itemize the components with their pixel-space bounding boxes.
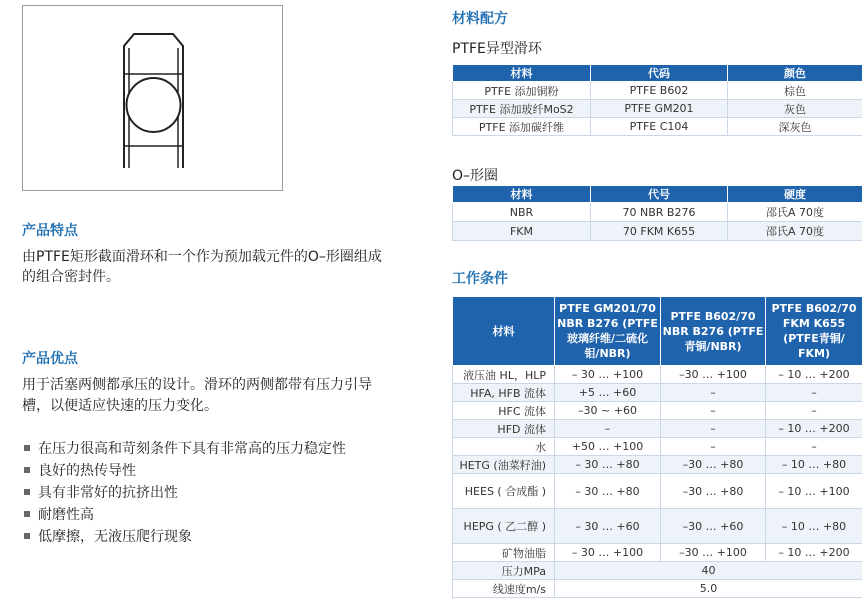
table-row: PTFE 添加玻纤MoS2 PTFE GM201 灰色 — [453, 100, 862, 118]
feature-bullet-item: 良好的热传导性 — [22, 460, 346, 482]
table-row: 矿物油脂 – 30 … +100 –30 … +100 – 10 … +200 — [453, 544, 862, 562]
seal-cross-section-drawing — [22, 5, 283, 191]
column-header: 代码 — [591, 65, 728, 82]
feature-bullet-list — [22, 438, 346, 548]
materials-title: 材料配方 — [452, 8, 508, 28]
advantages-text-line-1: 用于活塞两侧都承压的设计。滑环的两侧都带有压力引导 — [22, 375, 372, 395]
feature-bullet-item: 具有非常好的抗挤出性 — [22, 482, 346, 504]
working-conditions-table — [452, 296, 862, 598]
table-row: 水 +50 … +100 – – — [453, 438, 862, 456]
column-header: 材料 — [453, 186, 591, 203]
ptfe-ring-subtitle: PTFE异型滑环 — [452, 38, 542, 58]
features-title: 产品特点 — [22, 220, 78, 240]
feature-bullet-item: 低摩擦，无液压爬行现象 — [22, 526, 346, 548]
table-row-pressure: 压力MPa 40 — [453, 562, 862, 580]
square-bullet-icon — [24, 489, 30, 495]
table-row: NBR 70 NBR B276 邵氏A 70度 — [453, 203, 862, 222]
table-row: HFC 流体 –30 ~ +60 – – — [453, 402, 862, 420]
feature-bullet-item: 在压力很高和苛刻条件下具有非常高的压力稳定性 — [22, 438, 346, 460]
seal-profile-illustration — [23, 6, 284, 192]
square-bullet-icon — [24, 511, 30, 517]
column-header: PTFE B602/70 NBR B276 (PTFE青铜/NBR) — [661, 297, 766, 366]
column-header: 颜色 — [728, 65, 862, 82]
column-header: 材料 — [453, 65, 591, 82]
table-row: 液压油 HL，HLP – 30 … +100 –30 … +100 – 10 … +200 — [453, 366, 862, 384]
square-bullet-icon — [24, 533, 30, 539]
table-row: FKM 70 FKM K655 邵氏A 70度 — [453, 222, 862, 241]
table-row-speed: 线速度m/s 5.0 — [453, 580, 862, 598]
column-header: 材料 — [453, 297, 555, 366]
advantages-text-line-2: 槽，以便适应快速的压力变化。 — [22, 396, 218, 416]
table-row: HFA, HFB 流体 +5 … +60 – – — [453, 384, 862, 402]
feature-bullet-item: 耐磨性高 — [22, 504, 346, 526]
ptfe-materials-table — [452, 64, 862, 136]
square-bullet-icon — [24, 467, 30, 473]
column-header: PTFE B602/70 FKM K655 (PTFE青铜/ FKM) — [766, 297, 862, 366]
table-row: PTFE 添加铜粉 PTFE B602 棕色 — [453, 82, 862, 100]
column-header: PTFE GM201/70 NBR B276 (PTFE 玻璃纤维/二硫化钼/NBR) — [555, 297, 661, 366]
o-ring-subtitle: O–形圈 — [452, 165, 498, 185]
features-text-line-1: 由PTFE矩形截面滑环和一个作为预加载元件的O–形圈组成 — [22, 247, 382, 267]
table-row: HETG (油菜籽油) – 30 … +80 –30 … +80 – 10 … +80 — [453, 456, 862, 474]
table-row: HEES ( 合成酯 ) – 30 … +80 –30 … +80 – 10 … +100 — [453, 474, 862, 509]
table-row: HEPG ( 乙二醇 ) – 30 … +60 –30 … +60 – 10 … +80 — [453, 509, 862, 544]
o-ring-materials-table — [452, 185, 862, 241]
square-bullet-icon — [24, 445, 30, 451]
column-header: 硬度 — [728, 186, 862, 203]
conditions-title: 工作条件 — [452, 268, 508, 288]
features-text-line-2: 的组合密封件。 — [22, 267, 120, 287]
column-header: 代号 — [591, 186, 728, 203]
table-row: HFD 流体 – – – 10 … +200 — [453, 420, 862, 438]
table-row: PTFE 添加碳纤维 PTFE C104 深灰色 — [453, 118, 862, 136]
advantages-title: 产品优点 — [22, 348, 78, 368]
